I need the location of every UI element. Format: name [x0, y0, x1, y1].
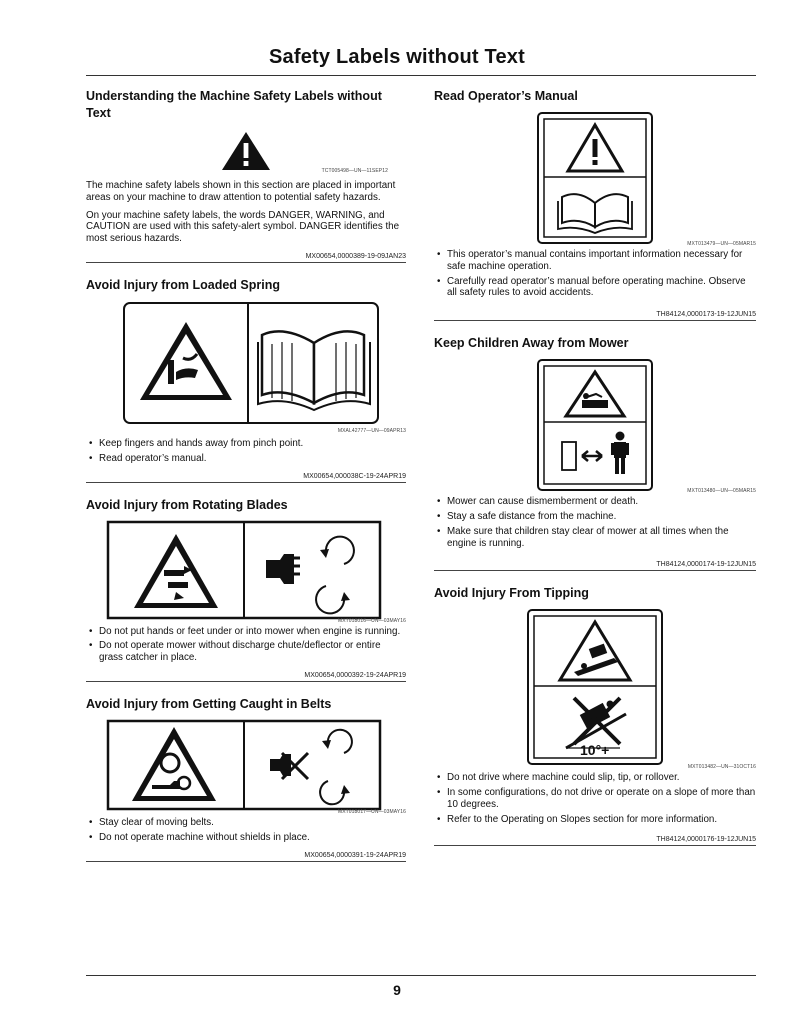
read-manual-label-icon: [434, 111, 756, 247]
bullet-item: • Carefully read operator’s manual before operating machine. Observe all safety rules to avoid accidents.: [434, 276, 756, 300]
safety-alert-icon: [86, 128, 406, 172]
figure-code: TCT005498—UN—11SEP12: [321, 168, 388, 174]
belts-label: [86, 719, 406, 815]
section-heading: Keep Children Away from Mower: [434, 336, 629, 351]
figure-code: MXT013482—UN—31OCT16: [687, 764, 756, 771]
section-heading: Read Operator’s Manual: [434, 89, 578, 103]
bullet-item: • Refer to the Operating on Slopes section for more information.: [434, 814, 756, 826]
figure-code: MXT018016—UN—03MAY16: [337, 617, 406, 624]
section-heading: Avoid Injury from Getting Caught in Belts: [86, 696, 332, 711]
page-title: Safety Labels without Text: [269, 46, 525, 68]
belt-entanglement-label-icon: [86, 719, 406, 811]
bullet-item: • In some configurations, do not drive or operate on a slope of more than 10 degrees.: [434, 787, 756, 811]
pinch-point-label-icon: [86, 300, 406, 428]
figure-code: MXT013479—UN—05MAR15: [687, 241, 756, 247]
section-heading: Avoid Injury from Rotating Blades: [86, 497, 288, 512]
bullet-item: • Do not operate machine without shields in place.: [86, 832, 406, 844]
bullet-list: [434, 249, 756, 299]
section-caught-in-belts: [86, 696, 406, 862]
rotating-blades-label: [86, 520, 406, 624]
bullet-list: [434, 772, 756, 825]
section-keep-children-away: [434, 335, 756, 571]
left-column: [86, 88, 406, 876]
bullet-item: • Do not drive where machine could slip, tip, or rollover.: [434, 772, 756, 784]
footer-divider: [86, 975, 756, 976]
bullet-item: • Do not operate mower without discharge chute/deflector or entire grass catcher in place.: [86, 640, 406, 664]
reference-code: MX00654,0000392-19-24APR19: [86, 672, 406, 682]
loaded-spring-label: [86, 300, 406, 434]
section-heading: Avoid Injury from Loaded Spring: [86, 277, 280, 292]
title-divider: [86, 75, 756, 76]
section-heading: Avoid Injury From Tipping: [434, 586, 589, 601]
reference-code: TH84124,0000173-19-12JUN15: [434, 311, 756, 321]
figure-code: MXT018017—UN—03MAY16: [337, 808, 406, 815]
tipping-label: [434, 608, 756, 770]
bullet-item: • Stay a safe distance from the machine.: [434, 511, 756, 523]
figure-code: MXAL42777—UN—09APR13: [337, 427, 406, 434]
paragraph: On your machine safety labels, the words DANGER, WARNING, and CAUTION are used with this safety-alert symbol. DANGER identifies the most serious hazards.: [86, 209, 400, 245]
bullet-item: • This operator’s manual contains important information necessary for safe machine operation.: [434, 249, 756, 273]
safety-alert-figure: [86, 128, 406, 176]
section-tipping: [434, 585, 756, 845]
bullet-list: [86, 626, 406, 664]
bullet-item: • Read operator’s manual.: [86, 453, 406, 465]
bullet-list: [434, 496, 756, 549]
section-rotating-blades: [86, 497, 406, 682]
section-loaded-spring: [86, 277, 406, 483]
bullet-item: • Stay clear of moving belts.: [86, 817, 406, 829]
reference-code: MX00654,0000391-19-24APR19: [86, 852, 406, 862]
figure-code: MXT013480—UN—05MAR15: [687, 488, 756, 495]
bullet-item: • Keep fingers and hands away from pinch point.: [86, 438, 406, 450]
bullet-item: • Make sure that children stay clear of mower at all times when the engine is running.: [434, 526, 756, 550]
right-column: [434, 88, 756, 860]
reference-code: MX00654,0000389-19-09JAN23: [86, 253, 406, 263]
section-read-manual: [434, 88, 756, 321]
bullet-item: • Mower can cause dismemberment or death.: [434, 496, 756, 508]
read-manual-label: [434, 111, 756, 247]
reference-code: MX00654,000038C-19-24APR19: [86, 473, 406, 483]
slope-label: 10°+: [580, 742, 610, 759]
reference-code: TH84124,0000174-19-12JUN15: [434, 561, 756, 571]
rotating-blade-label-icon: [86, 520, 406, 620]
children-away-label: [434, 358, 756, 494]
page-number: 9: [393, 982, 401, 998]
reference-code: TH84124,0000176-19-12JUN15: [434, 836, 756, 846]
bullet-list: [86, 817, 406, 844]
keep-away-label-icon: [434, 358, 756, 494]
paragraph: The machine safety labels shown in this section are placed in important areas on your machine to draw attention to potential safety hazards.: [86, 180, 396, 203]
section-heading: Understanding the Machine Safety Labels without Text: [86, 89, 382, 120]
section-understanding-labels: [86, 88, 406, 263]
bullet-list: [86, 438, 406, 465]
bullet-item: • Do not put hands or feet under or into mower when engine is running.: [86, 626, 406, 638]
